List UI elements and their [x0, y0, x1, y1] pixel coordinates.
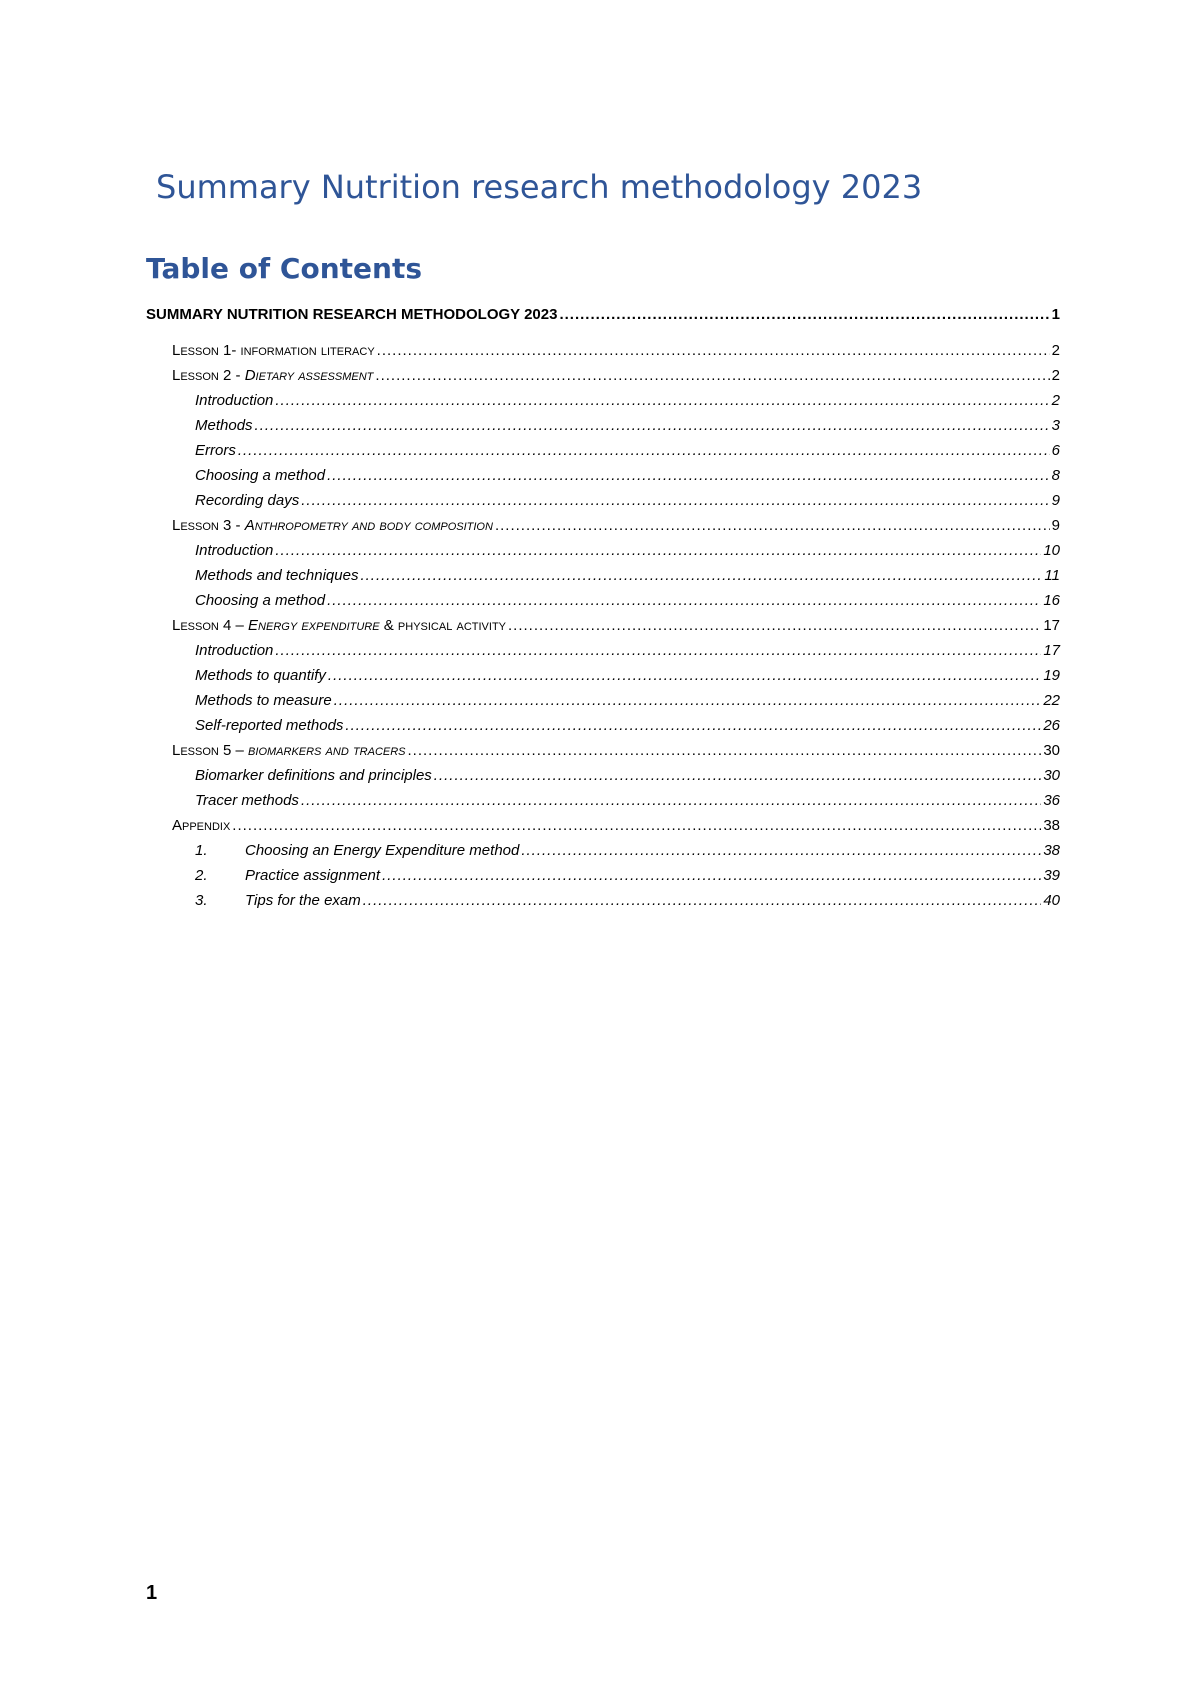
toc-leader-dots — [375, 367, 1049, 384]
toc-entry-label — [172, 742, 406, 759]
toc-entry-text: Choosing an Energy Expenditure method — [245, 842, 520, 859]
toc-entry-label — [195, 842, 519, 859]
toc-leader-dots — [360, 567, 1042, 584]
toc-entry-label: Errors — [195, 442, 236, 459]
toc-entry-main[interactable] — [146, 306, 1060, 336]
toc-heading: Table of Contents — [146, 252, 423, 285]
toc-entry-lesson-3-item[interactable] — [146, 542, 1060, 567]
toc-entry-text: Tips for the exam — [245, 892, 361, 909]
toc-entry-label: Recording days — [195, 492, 300, 509]
toc-page-number: 9 — [1051, 517, 1060, 534]
toc-page-number: 22 — [1043, 692, 1060, 709]
toc-leader-dots — [255, 417, 1050, 434]
toc-entry-label: Methods to quantify — [195, 667, 326, 684]
toc-entry-label: Lesson 1- information literacy — [172, 342, 375, 359]
toc-entry-subject: Energy expenditure — [248, 617, 380, 634]
toc-page-number: 2 — [1051, 392, 1060, 409]
toc-leader-dots — [495, 517, 1050, 534]
toc-entry-label: Methods and techniques — [195, 567, 359, 584]
toc-entry-label: Choosing a method — [195, 467, 326, 484]
toc-leader-dots — [363, 892, 1042, 909]
toc-leader-dots — [275, 542, 1041, 559]
toc-entry-suffix: & physical activity — [379, 617, 506, 634]
toc-entry-lesson-5[interactable] — [146, 742, 1060, 767]
toc-entry-prefix: Lesson 4 – — [172, 617, 249, 634]
toc-page-number: 38 — [1043, 842, 1060, 859]
toc-entry-subject: biomarkers and tracers — [248, 742, 406, 759]
toc-entry-label — [172, 367, 373, 384]
toc-page-number: 9 — [1051, 492, 1060, 509]
toc-entry-lesson-1[interactable] — [146, 342, 1060, 367]
toc-entry-appendix-item[interactable] — [146, 892, 1060, 917]
toc-page-number: 2 — [1051, 342, 1060, 359]
toc-page-number: 38 — [1043, 817, 1060, 834]
toc-leader-dots — [434, 767, 1042, 784]
toc-page-number: 26 — [1043, 717, 1060, 734]
toc-entry-lesson-4[interactable] — [146, 617, 1060, 642]
toc-entry-lesson-3[interactable] — [146, 517, 1060, 542]
toc-entry-label: SUMMARY NUTRITION RESEARCH METHODOLOGY 2023 — [146, 306, 558, 323]
toc-entry-lesson-4-item[interactable] — [146, 692, 1060, 717]
toc-leader-dots — [345, 717, 1041, 734]
toc-entry-prefix: Lesson 2 - — [172, 367, 245, 384]
toc-page-number: 39 — [1043, 867, 1060, 884]
toc-page-number: 36 — [1043, 792, 1060, 809]
toc-leader-dots — [334, 692, 1042, 709]
toc-entry-label — [172, 617, 506, 634]
toc-entry-lesson-2-item[interactable] — [146, 442, 1060, 467]
toc-leader-dots — [275, 642, 1041, 659]
toc-entry-subject: Dietary assessment — [244, 367, 374, 384]
toc-page-number: 17 — [1043, 642, 1060, 659]
toc-entry-label: Introduction — [195, 642, 274, 659]
toc-entry-label — [172, 517, 493, 534]
toc-leader-dots — [232, 817, 1041, 834]
toc-page-number: 16 — [1043, 592, 1060, 609]
toc-entry-lesson-4-item[interactable] — [146, 642, 1060, 667]
toc-entry-lesson-4-item[interactable] — [146, 667, 1060, 692]
toc-leader-dots — [328, 667, 1041, 684]
toc-entry-lesson-3-item[interactable] — [146, 592, 1060, 617]
toc-leader-dots — [408, 742, 1042, 759]
toc-leader-dots — [238, 442, 1050, 459]
toc-page-number: 6 — [1051, 442, 1060, 459]
toc-entry-text: Practice assignment — [245, 867, 381, 884]
footer-page-number: 1 — [146, 1582, 158, 1604]
toc-entry-label: Methods — [195, 417, 253, 434]
toc-leader-dots — [301, 492, 1049, 509]
toc-leader-dots — [559, 306, 1049, 323]
toc-leader-dots — [275, 392, 1049, 409]
toc-entry-lesson-2-item[interactable] — [146, 492, 1060, 517]
toc-entry-label: Appendix — [172, 817, 231, 834]
toc-entry-label: Introduction — [195, 542, 274, 559]
toc-entry-label — [195, 867, 380, 884]
toc-entry-label: Biomarker definitions and principles — [195, 767, 432, 784]
toc-entry-lesson-2-item[interactable] — [146, 392, 1060, 417]
toc-page-number: 3 — [1051, 417, 1060, 434]
toc-page-number: 30 — [1043, 767, 1060, 784]
toc-page-number: 11 — [1044, 567, 1060, 584]
toc-entry-label: Introduction — [195, 392, 274, 409]
toc-entry-label: Tracer methods — [195, 792, 299, 809]
toc-page-number: 10 — [1043, 542, 1060, 559]
toc-page-number: 8 — [1051, 467, 1060, 484]
toc-leader-dots — [327, 467, 1050, 484]
toc-entry-appendix-item[interactable] — [146, 867, 1060, 892]
toc-entry-lesson-5-item[interactable] — [146, 767, 1060, 792]
toc-entry-prefix: Lesson 3 - — [172, 517, 245, 534]
toc-leader-dots — [521, 842, 1041, 859]
toc-leader-dots — [382, 867, 1041, 884]
toc-entry-number: 2. — [195, 867, 208, 884]
toc-entry-number: 3. — [195, 892, 208, 909]
toc-page-number: 19 — [1043, 667, 1060, 684]
toc-entry-number: 1. — [195, 842, 208, 859]
toc-page-number: 1 — [1051, 306, 1060, 323]
document-title: Summary Nutrition research methodology 2023 — [156, 168, 923, 206]
toc-entry-lesson-5-item[interactable] — [146, 792, 1060, 817]
toc-entry-lesson-2-item[interactable] — [146, 417, 1060, 442]
toc-entry-label: Choosing a method — [195, 592, 326, 609]
toc-leader-dots — [301, 792, 1041, 809]
toc-entry-lesson-2-item[interactable] — [146, 467, 1060, 492]
toc-leader-dots — [377, 342, 1050, 359]
table-of-contents — [146, 306, 1060, 917]
toc-entry-appendix-item[interactable] — [146, 842, 1060, 867]
toc-entry-lesson-3-item[interactable] — [146, 567, 1060, 592]
toc-entry-prefix: Lesson 5 – — [172, 742, 249, 759]
toc-page-number: 30 — [1043, 742, 1060, 759]
toc-entry-lesson-4-item[interactable] — [146, 717, 1060, 742]
toc-leader-dots — [327, 592, 1041, 609]
toc-entry-appendix[interactable] — [146, 817, 1060, 842]
toc-page-number: 40 — [1043, 892, 1060, 909]
toc-entry-subject: Anthropometry and body composition — [244, 517, 493, 534]
toc-entry-label: Self-reported methods — [195, 717, 344, 734]
toc-leader-dots — [508, 617, 1041, 634]
toc-entry-lesson-2[interactable] — [146, 367, 1060, 392]
toc-entry-label: Methods to measure — [195, 692, 332, 709]
toc-page-number: 17 — [1043, 617, 1060, 634]
toc-entry-label — [195, 892, 361, 909]
toc-page-number: 2 — [1051, 367, 1060, 384]
